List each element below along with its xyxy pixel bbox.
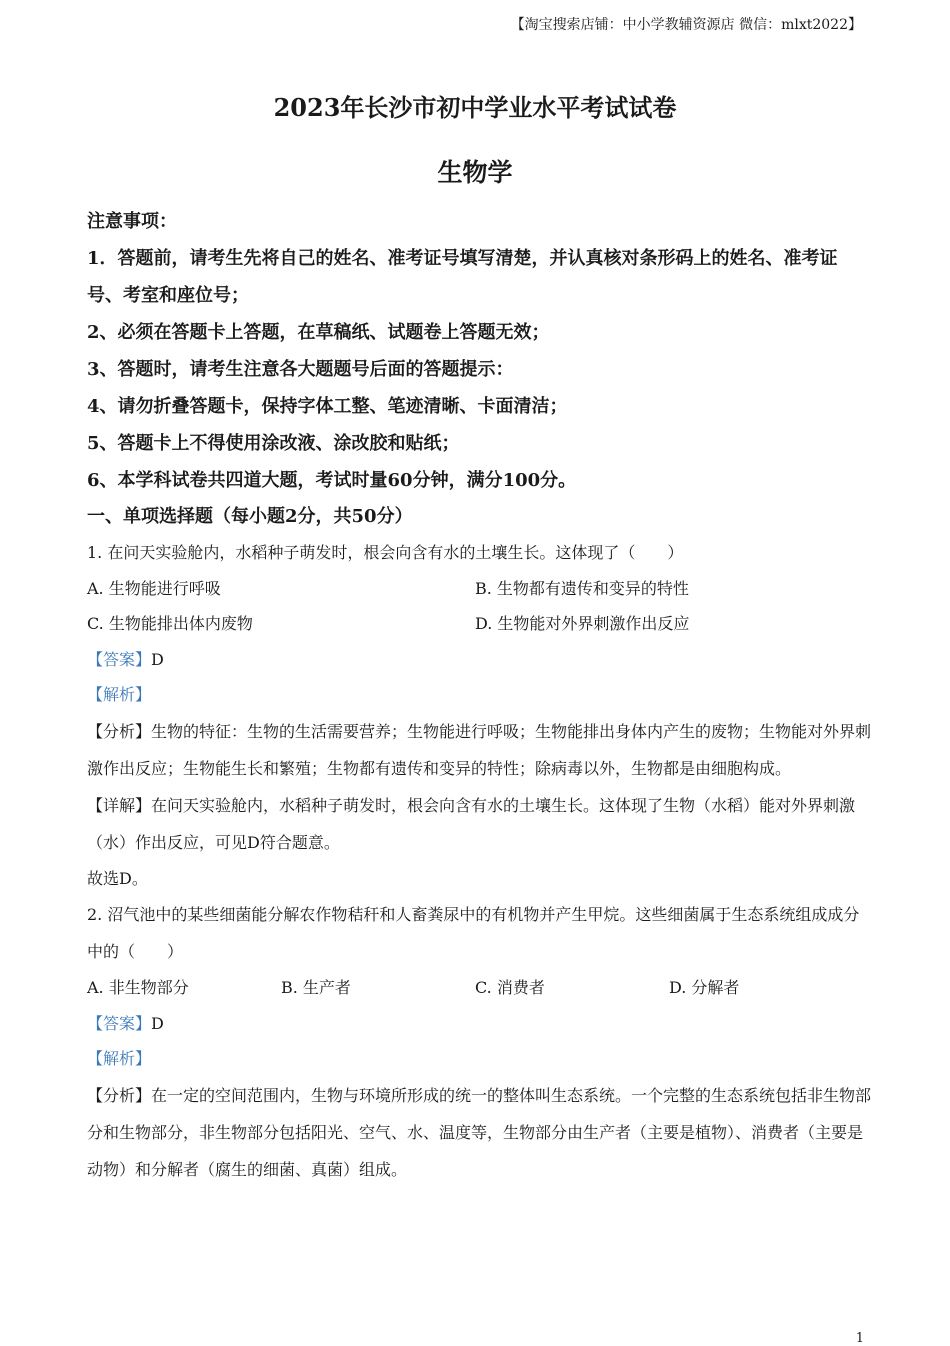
notice-heading: 注意事项： (87, 211, 177, 232)
document-title: 2023年长沙市初中学业水平考试试卷 (273, 93, 677, 122)
fenxi-text: 在一定的空间范围内，生物与环境所形成的统一的整体叫生态系统。一个完整的生态系统包括非生物部分和生物部分，非生物部分包括阳光、空气、水、温度等，生物部分由生产者（主要是植物）、消费者（主要是动物）和分解者（腐生的细菌、真菌）组成。 (87, 1085, 872, 1179)
question-1-analysis-heading (87, 677, 873, 713)
question-2-analysis-heading (87, 1041, 873, 1077)
notice-item-5: 5、答题卡上不得使用涂改液、涂改胶和贴纸； (87, 433, 460, 454)
question-2-options (87, 970, 873, 1006)
option-d: D. 生物能对外界刺激作出反应 (475, 614, 690, 633)
analysis-tag: 【解析】 (87, 1049, 152, 1068)
option-b: B. 生产者 (281, 978, 351, 997)
question-1-options (87, 571, 873, 642)
document-body (87, 203, 873, 1188)
section-heading: 一、单项选择题（每小题2分，共50分） (87, 506, 413, 527)
notice-item-4: 4、请勿折叠答题卡，保持字体工整、笔迹清晰、卡面清洁； (87, 396, 568, 417)
option-c: C. 生物能排出体内废物 (87, 614, 253, 633)
notice-section (87, 203, 873, 499)
question-1-stem: 1. 在问天实验舱内，水稻种子萌发时，根会向含有水的土壤生长。这体现了（ ） (87, 543, 684, 562)
answer-tag: 【答案】 (87, 1013, 152, 1033)
question-1-fenxi (87, 713, 873, 787)
option-a: A. 非生物部分 (87, 978, 189, 997)
analysis-tag: 【解析】 (87, 685, 152, 704)
notice-item-2: 2、必须在答题卡上答题，在草稿纸、试题卷上答题无效； (87, 322, 550, 343)
option-c: C. 消费者 (475, 978, 545, 997)
page-number: 1 (855, 1331, 864, 1346)
question-1 (87, 535, 873, 896)
notice-item-6: 6、本学科试卷共四道大题，考试时量60分钟，满分100分。 (87, 470, 577, 491)
answer-value: D (151, 1013, 164, 1033)
question-2-stem: 2. 沼气池中的某些细菌能分解农作物秸秆和人畜粪尿中的有机物并产生甲烷。这些细菌属于生态系统组成成分中的（ ） (87, 905, 860, 961)
question-1-detail (87, 787, 873, 861)
question-2-fenxi (87, 1077, 873, 1188)
option-b: B. 生物都有遗传和变异的特性 (475, 578, 689, 598)
answer-tag: 【答案】 (87, 649, 152, 669)
notice-item-3: 3、答题时，请考生注意各大题题号后面的答题提示： (87, 359, 514, 380)
question-1-answer (87, 642, 873, 678)
detail-text: 在问天实验舱内，水稻种子萌发时，根会向含有水的土壤生长。这体现了生物（水稻）能对外界刺激（水）作出反应，可见D符合题意。 (87, 795, 856, 852)
fenxi-tag: 【分析】 (87, 721, 152, 741)
subject-title: 生物学 (437, 158, 513, 187)
option-a: A. 生物能进行呼吸 (87, 578, 221, 598)
fenxi-text: 生物的特征：生物的生活需要营养；生物能进行呼吸；生物能排出身体内产生的废物；生物能对外界刺激作出反应；生物能生长和繁殖；生物都有遗传和变异的特性；除病毒以外，生物都是由细胞构成。 (87, 721, 872, 778)
header-note: 【淘宝搜索店铺：中小学教辅资源店 微信：mlxt2022】 (510, 17, 862, 33)
option-d: D. 分解者 (669, 978, 740, 997)
detail-tag: 【详解】 (87, 795, 152, 815)
answer-value: D (151, 649, 164, 669)
question-1-conclusion: 故选D。 (87, 868, 148, 888)
notice-item-1: 1．答题前，请考生先将自己的姓名、准考证号填写清楚，并认真核对条形码上的姓名、准考证号、考室和座位号； (87, 248, 838, 306)
question-2 (87, 896, 873, 1188)
question-2-answer (87, 1006, 873, 1042)
fenxi-tag: 【分析】 (87, 1085, 152, 1105)
